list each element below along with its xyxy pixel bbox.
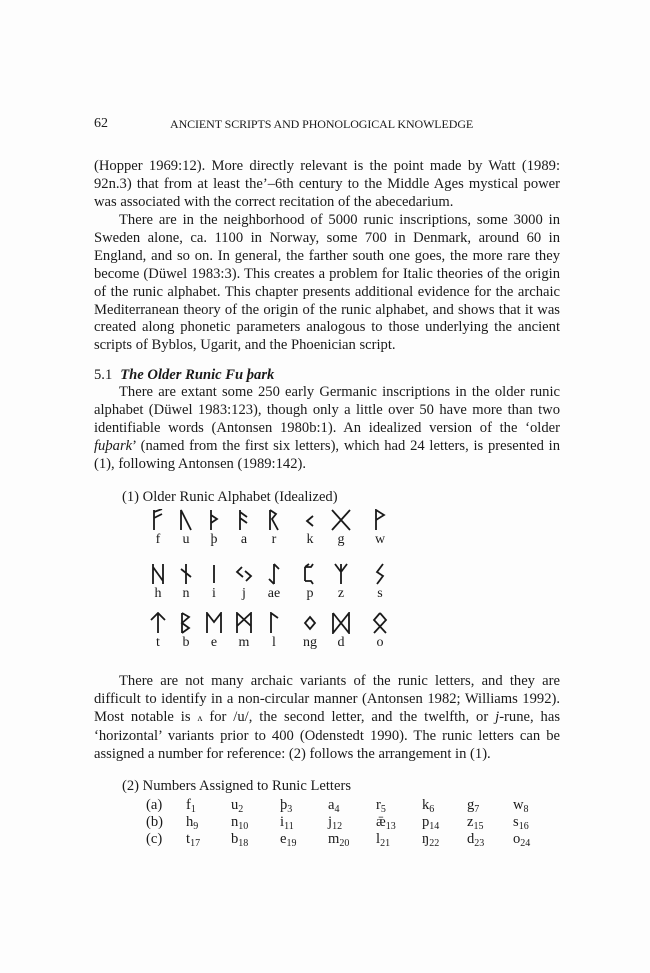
rune-dagaz-icon [331,612,351,634]
letter-number: 17 [190,838,201,849]
rune-berkanan [174,612,198,650]
rune-stroke [374,613,386,633]
letter: ŋ [422,831,430,847]
letter: l [376,831,381,847]
rune-label: p [306,586,314,601]
paragraph-1-text: (Hopper 1969:12). More directly relevant is the point made by Watt (1989: 92n.3) that from at least the’–6th century to the Middle Ages mystical power was associated with the correct recitation of the abecedarium. [94,158,560,210]
letter: ǣ [376,814,386,830]
letter: g [467,797,475,813]
numbered-letter [467,797,479,815]
rune-ehwaz [202,612,226,650]
letter-number: 21 [380,838,391,849]
paragraph-3-text [94,384,560,474]
numbered-letter [186,797,196,815]
letter: p [422,814,430,830]
rune-naudiz [174,563,198,601]
rune-thurisaz [202,509,226,547]
paragraph-4 [94,673,560,764]
paragraph-2-text: There are in the neighborhood of 5000 runic inscriptions, some 3000 in Sweden alone, ca. 1100 in Norway, some 700 in Denmark, around 60 in England, and so on. In general, the farther south one goes, the more rare they become (Düwel 1983:3). This creates a problem for Italic theories of the origin of the runic alphabet. This chapter presents additional evidence for the archaic Mediterranean theory of the origin of the runic alphabet, and shows that it was created along phonetic parameters analogous to those underlying the ancient scripts of Byblos, Ugarit, and the Phoenician script. [94,212,560,354]
rune-sowilo-icon [370,563,390,585]
paragraph-1 [94,158,560,212]
letter-number: 9 [193,821,199,832]
rune-stroke [181,564,191,584]
rune-ingwaz [298,612,322,650]
rune-label: m [238,635,250,650]
rune-label: ae [267,586,281,601]
rune-laguz [262,612,286,650]
numbered-letter [328,831,349,849]
numbered-letter [231,797,243,815]
letter-number: 14 [429,821,440,832]
numbered-letter [513,814,529,832]
letter-number: 3 [287,804,293,815]
letter-number: 6 [429,804,435,815]
rune-label: e [210,635,218,650]
rune-label: w [374,532,386,547]
numbered-letter [467,831,484,849]
rune-kaunan-icon [300,509,320,531]
numbered-letter [280,797,292,815]
number-row [146,797,566,815]
rune-tiwaz-icon [148,612,168,634]
rune-ehwaz-icon [204,612,224,634]
rune-sowilo [368,563,392,601]
rune-label: a [240,532,248,547]
numbered-letter [231,831,248,849]
j-italic: j [495,708,500,725]
section-title: The Older Runic Fu þark [120,367,275,383]
rune-wunjo [368,509,392,547]
example-1-title: (1) Older Runic Alphabet (Idealized) [122,489,338,505]
rune-wunjo-icon [370,509,390,531]
letter-number: 15 [473,821,484,832]
paragraph-4-text [94,673,560,764]
rune-thurisaz-icon [204,509,224,531]
rune-uruz-icon [176,509,196,531]
letter: s [513,814,519,830]
letter: o [513,831,521,847]
paragraph-3-part-b: ’ (named from the first six letters), which had 24 letters, is presented in (1), following Antonsen (1989:142). [94,437,560,472]
letter: e [280,831,287,847]
rune-stroke [305,564,313,584]
rune-stroke [153,564,163,584]
rune-gebo-icon [331,509,351,531]
futhark-term: fuþark [94,437,133,454]
paragraph-4-part-c: -rune, has ‘horizontal’ variants prior to 400 (Odenstedt 1990). The runic letters can be assigned a number for reference: (2) follows the arrangement in (1). [94,708,560,762]
rune-stroke [237,613,251,633]
rune-label: b [182,635,190,650]
letter-number: 1 [190,804,196,815]
numbered-letter [328,797,339,815]
letter: h [186,814,194,830]
letter-number: 20 [339,838,350,849]
letter: f [186,797,191,813]
rune-stroke [271,613,278,633]
letter: r [376,797,381,813]
rune-hagalaz-icon [148,563,168,585]
rune-perth [298,563,322,601]
numbered-letter [422,814,439,832]
rune-algiz-icon [331,563,351,585]
rune-mannaz-icon [234,612,254,634]
rune-dagaz [329,612,353,650]
rune-jera [232,563,256,601]
rune-ingwaz-icon [300,612,320,634]
letter: d [467,831,475,847]
rune-label: l [272,635,276,650]
letter: u [231,797,239,813]
rune-label: f [155,532,161,547]
letter-number: 12 [332,821,343,832]
rune-laguz-icon [264,612,284,634]
rune-raido [262,509,286,547]
rune-label: g [337,532,345,547]
numbered-letter [467,814,483,832]
page-number: 62 [94,116,108,131]
letter: b [231,831,239,847]
rune-tiwaz [146,612,170,650]
letter-number: 23 [474,838,485,849]
letter-number: 22 [429,838,440,849]
rune-label: j [242,586,246,601]
numbered-letter [422,797,434,815]
letter: n [231,814,239,830]
rune-stroke [154,509,162,530]
letter: a [328,797,335,813]
rune-stroke [269,564,279,584]
rune-isaz [202,563,226,601]
rune-stroke [377,564,383,584]
rune-stroke [151,613,165,633]
rune-label: s [377,586,383,601]
numbered-letter [376,814,396,832]
letter: m [328,831,340,847]
rune-stroke [181,510,191,530]
rune-label: n [182,586,190,601]
rune-label: ng [303,635,317,650]
numbered-letter [280,831,296,849]
numbered-letter [186,814,198,832]
rune-hagalaz [146,563,170,601]
rune-isaz-icon [204,563,224,585]
rune-label: þ [210,532,218,547]
number-row [146,831,566,849]
rune-fehu [146,509,170,547]
rune-othala [368,612,392,650]
rune-stroke [182,613,189,633]
letter: t [186,831,191,847]
letter: k [422,797,430,813]
letter-number: 4 [334,804,340,815]
numbered-letter [328,814,342,832]
row-label: (c) [146,831,163,847]
running-title: ANCIENT SCRIPTS AND PHONOLOGICAL KNOWLEDGE [170,117,474,131]
row-label: (b) [146,814,164,830]
paragraph-4-part-a: There are not many archaic variants of the runic letters, and they are difficult to identify in a non-circular manner (Antonsen 1982; Williams 1992). Most notable is [94,673,560,725]
rune-stroke [240,510,247,530]
letter: j [328,814,333,830]
numbered-letter [186,831,200,849]
rune-raido-icon [264,509,284,531]
letter-number: 5 [380,804,386,815]
paragraph-2 [94,212,560,355]
rune-ansuz [232,509,256,547]
letter-number: 7 [474,804,480,815]
rune-othala-icon [370,612,390,634]
rune-perth-icon [300,563,320,585]
letter: þ [280,797,288,813]
rune-stroke [237,567,251,581]
rune-label: u [182,532,190,547]
rune-label: o [376,635,384,650]
rune-stroke [270,510,278,530]
letter-number: 8 [523,804,529,815]
rune-label: k [306,532,314,547]
numbered-letter [422,831,439,849]
letter-number: 13 [385,821,396,832]
rune-eihwaz [262,563,286,601]
numbered-letter [231,814,248,832]
rune-gebo [329,509,353,547]
rune-label: z [337,586,345,601]
letter-number: 16 [518,821,529,832]
rune-stroke [207,613,221,633]
rune-stroke [332,510,350,530]
rune-stroke [307,516,313,526]
rune-label: t [156,635,160,650]
rune-stroke [335,564,347,584]
rune-algiz [329,563,353,601]
rune-label: h [154,586,162,601]
letter-number: 19 [286,838,297,849]
paragraph-4-part-b: for /u/, the second letter, and the twelfth, or [202,708,496,725]
letter: z [467,814,474,830]
rune-stroke [376,510,384,530]
rune-uruz [174,509,198,547]
rune-label: r [271,532,277,547]
letter: i [280,814,285,830]
letter-number: 10 [238,821,249,832]
rune-label: d [337,635,345,650]
rune-stroke [211,510,217,530]
rune-jera-icon [234,563,254,585]
letter-number: 18 [238,838,249,849]
rune-stroke [333,613,349,633]
rune-berkanan-icon [176,612,196,634]
rune-mannaz [232,612,256,650]
rune-naudiz-icon [176,563,196,585]
numbered-letter [513,797,529,815]
numbered-letter [513,831,530,849]
letter-number: 24 [520,838,531,849]
rune-ansuz-icon [234,509,254,531]
rune-stroke [305,617,315,629]
numbered-letter [280,814,294,832]
numbered-letter [376,831,390,849]
paragraph-3 [94,384,560,474]
archaic-u-glyph: ʌ [197,712,203,724]
letter-number: 2 [238,804,244,815]
letter: w [513,797,524,813]
section-heading [94,367,274,384]
letter-number: 11 [284,821,294,832]
number-row [146,814,566,832]
rune-label: i [212,586,216,601]
example-2-title: (2) Numbers Assigned to Runic Letters [122,778,352,794]
paragraph-3-part-a: There are extant some 250 early Germanic inscriptions in the older runic alphabet (Düwel 1983:123), though only a little over 50 have more than two identifiable words (Antonsen 1980b:1). An idealized version of the ‘older [94,384,560,436]
rune-fehu-icon [148,509,168,531]
rune-kaunan [298,509,322,547]
section-number: 5.1 [94,367,113,383]
row-label: (a) [146,797,163,813]
rune-eihwaz-icon [264,563,284,585]
numbered-letter [376,797,386,815]
